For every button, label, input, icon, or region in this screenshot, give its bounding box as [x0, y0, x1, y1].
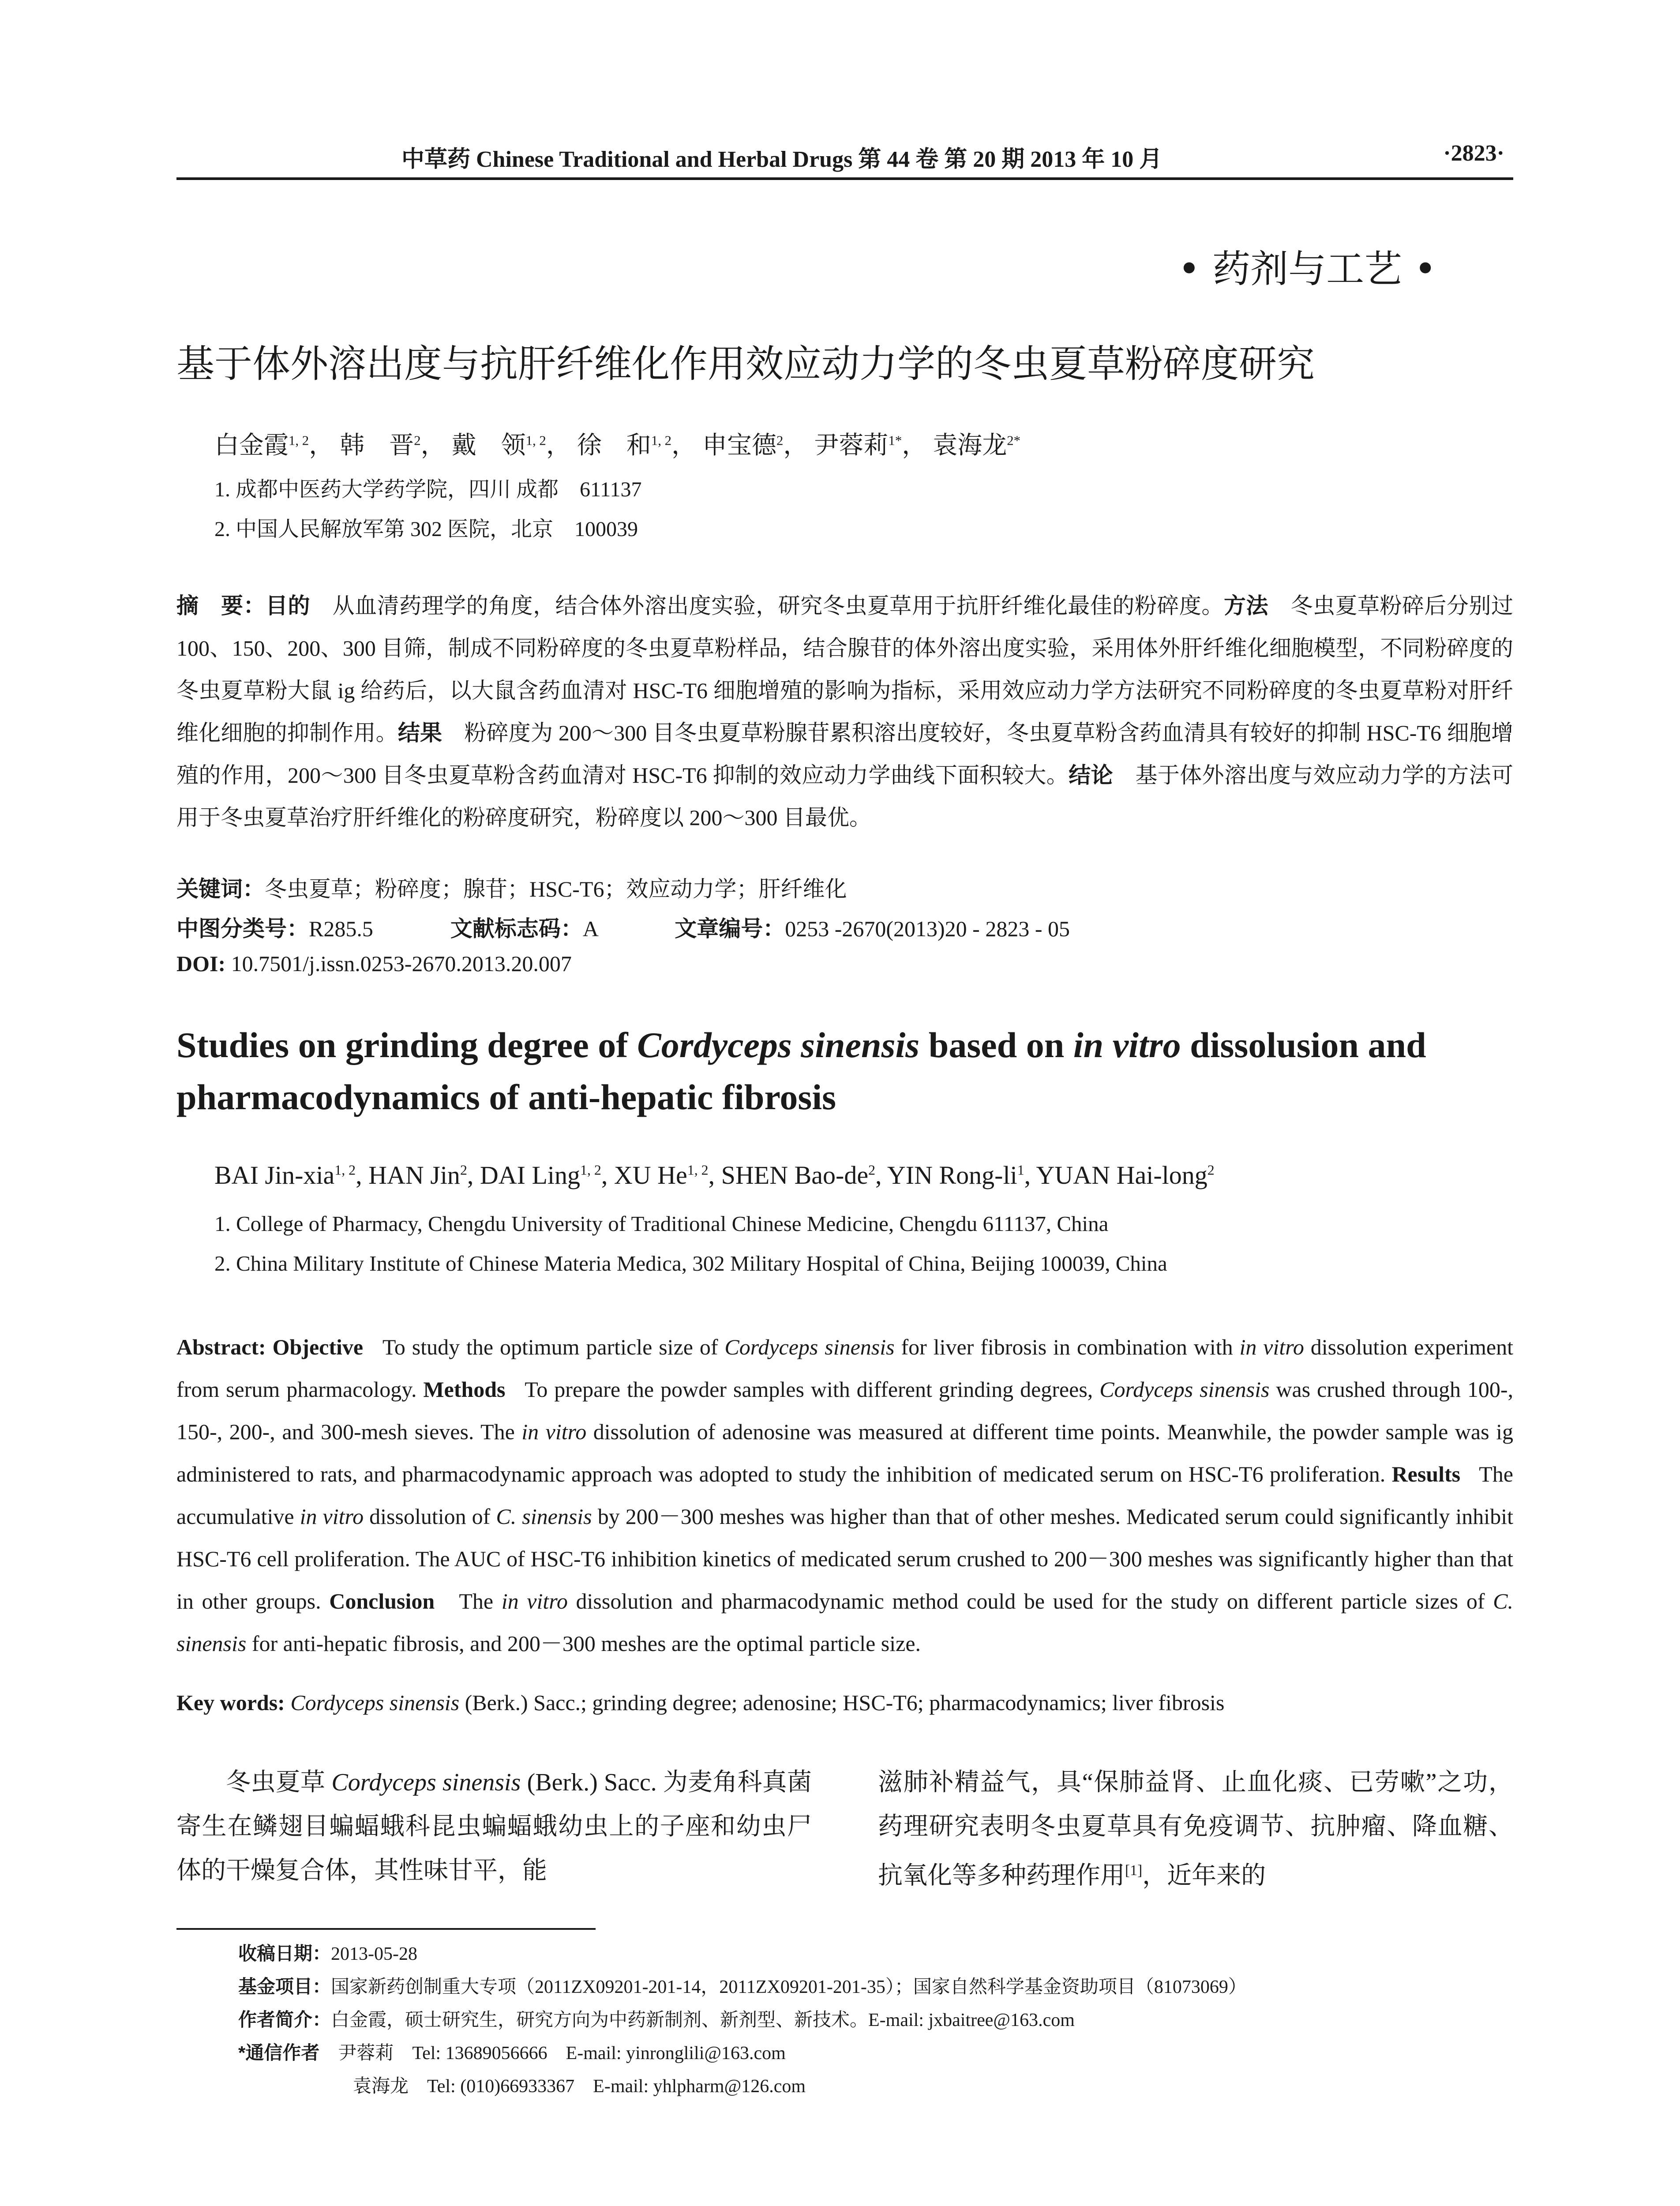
author-name: HAN Jin [368, 1161, 460, 1189]
chinese-affiliation-1: 1. 成都中医药大学药学院，四川 成都 611137 [214, 478, 642, 501]
author-name: YUAN Hai-long [1036, 1161, 1208, 1189]
objective-label: 目的 [266, 593, 311, 618]
methods-text: 冬虫夏草粉碎后分别过 100、150、200、300 目筛，制成不同粉碎度的冬虫夏草粉样品，结合腺苷的体外溶出度实验，采用体外肝纤维化细胞模型，不同粉碎度的冬虫夏草粉大鼠 ig 给药后，以大鼠含药血清对 HSC-T6 细胞增殖的影响为指标，采用效应动力学方法研究不同粉碎度的冬虫夏草粉对肝纤维化细胞的抑制作用。 [176, 593, 1514, 745]
objective-text: for liver fibrosis in combination with [894, 1335, 1240, 1359]
results-label: 结果 [398, 720, 442, 745]
english-keywords [176, 1690, 1224, 1715]
chinese-title: 基于体外溶出度与抗肝纤维化作用效应动力学的冬虫夏草粉碎度研究 [176, 342, 1315, 386]
author-bio-label: 作者简介： [238, 2009, 331, 2030]
author-affil-sup: 2 [868, 1162, 876, 1178]
author-name: 韩 晋 [340, 432, 414, 459]
author-name: YIN Rong-li [887, 1161, 1017, 1189]
english-affiliation-2: 2. China Military Institute of Chinese Materia Medica, 302 Military Hospital of China, Beijing 100039, China [214, 1251, 1167, 1276]
abstract-label: Abstract: [176, 1335, 266, 1359]
title-text: based on [919, 1025, 1073, 1065]
running-header [176, 140, 1513, 176]
keywords-label: Key words: [176, 1690, 285, 1715]
body-text: ，近年来的 [1142, 1862, 1266, 1890]
body-text: (Berk.) Sacc. 为麦角科真菌寄生在鳞翅目蝙蝠蛾科昆虫蝙蝠蛾幼虫上的子座和幼虫尸体的干燥复合体，其性味甘平，能 [176, 1769, 812, 1884]
author-affil-sup: 1, 2 [580, 1162, 601, 1178]
conclusion-label: 结论 [1069, 763, 1114, 788]
footnote-correspondence-1 [238, 2038, 786, 2065]
author-name: 戴 领 [451, 432, 526, 459]
english-abstract [176, 1326, 1513, 1665]
author-name: 徐 和 [577, 432, 651, 459]
correspondence-label: *通信作者 [238, 2042, 320, 2063]
methods-text: was crushed through 100-, 150-, 200-, and 300-mesh sieves. The [176, 1377, 1513, 1444]
author-affil-sup: 2* [1007, 433, 1021, 448]
body-text: 滋肺补精益气，具“保肺益肾、止血化痰、已劳嗽”之功，药理研究表明冬虫夏草具有免疫调节、抗肿瘤、降血糖、抗氧化等多种药理作用 [878, 1769, 1513, 1890]
doc-code-label: 文献标志码： [450, 916, 583, 941]
in-vitro-term: in vitro [1239, 1335, 1304, 1359]
author-affil-sup: 1, 2 [651, 433, 672, 448]
footnote-fund [238, 1972, 1247, 1999]
objective-text: 从血清药理学的角度，结合体外溶出度实验，研究冬虫夏草用于抗肝纤维化最佳的粉碎度。 [332, 593, 1224, 618]
conclusion-text: 基于体外溶出度与效应动力学的方法可用于冬虫夏草治疗肝纤维化的粉碎度研究，粉碎度以 200～300 目最优。 [176, 763, 1514, 830]
chinese-affiliation-2: 2. 中国人民解放军第 302 医院，北京 100039 [214, 518, 638, 541]
author-name: 申宝德 [702, 432, 777, 459]
conclusion-text: dissolution and pharmacodynamic method could be used for the study on different particle sizes of [567, 1589, 1493, 1613]
author-name: 白金霞 [214, 432, 289, 459]
fund-text: 国家新药创制重大专项（2011ZX09201-201-14，2011ZX09201-201-35）；国家自然科学基金资助项目（81073069） [331, 1977, 1247, 1997]
chinese-abstract [176, 585, 1513, 839]
body-column-left [176, 1760, 812, 1893]
title-species: Cordyceps sinensis [637, 1025, 920, 1065]
classification-line [176, 911, 1070, 943]
author-bio-text: 白金霞，硕士研究生，研究方向为中药新制剂、新剂型、新技术。E-mail: jxbaitree@163.com [331, 2010, 1075, 2030]
in-vitro-term: in vitro [521, 1419, 587, 1444]
species-name: C. sinensis [496, 1504, 592, 1529]
author-name: 尹蓉莉 [814, 432, 889, 459]
received-label: 收稿日期： [238, 1943, 331, 1964]
methods-text: To prepare the powder samples with different grinding degrees, [525, 1377, 1100, 1402]
in-vitro-term: in vitro [300, 1504, 364, 1529]
fund-label: 基金项目： [238, 1976, 331, 1997]
chinese-authors: 白金霞$^{1, 2}$， 韩 晋$^2$， 戴 领$^{1, 2}$， 徐 和$^{1, 2}$， 申宝德$^2$， 尹蓉莉$^{1*}$， 袁海龙$^{2*}$ [214, 432, 1021, 459]
correspondence-text: 尹蓉莉 Tel: 13689056666 E-mail: yinronglili@163.com [338, 2043, 786, 2063]
doi-value: 10.7501/j.issn.0253-2670.2013.20.007 [231, 951, 572, 976]
abstract-label: 摘 要： [176, 593, 266, 618]
author-name: DAI Ling [480, 1161, 581, 1189]
objective-text: To study the optimum particle size of [382, 1335, 725, 1359]
footnote-received [238, 1939, 417, 1966]
body-column-right [878, 1760, 1513, 1898]
keywords-text: 冬虫夏草；粉碎度；腺苷；HSC-T6；效应动力学；肝纤维化 [265, 877, 847, 901]
author-affil-sup: 1, 2 [687, 1162, 709, 1178]
results-text: 粉碎度为 200～300 目冬虫夏草粉腺苷累积溶出度较好，冬虫夏草粉含药血清具有较好的抑制 HSC-T6 细胞增殖的作用，200～300 目冬虫夏草粉含药血清对 HSC-T6 抑制的效应动力学曲线下面积较大。 [176, 720, 1514, 788]
keywords-species: Cordyceps sinensis [290, 1690, 460, 1715]
header-rule [176, 177, 1513, 180]
results-text: The accumulative [176, 1462, 1513, 1529]
conclusion-text: for anti-hepatic fibrosis, and 200－300 meshes are the optimal particle size. [246, 1631, 921, 1656]
objective-text: dissolution experiment from serum pharmacology. [176, 1335, 1513, 1402]
author-affil-sup: 2 [414, 433, 421, 448]
in-vitro-term: in vitro [501, 1589, 568, 1613]
author-name: 袁海龙 [933, 432, 1007, 459]
footnote-rule [176, 1928, 596, 1930]
keywords-label: 关键词： [176, 877, 265, 901]
article-no-label: 文章编号： [675, 916, 785, 941]
methods-label: 方法 [1223, 593, 1268, 618]
section-label: • 药剂与工艺 • [1178, 247, 1437, 291]
author-affil-sup: 2 [776, 433, 784, 448]
journal-name: 中草药 Chinese Traditional and Herbal Drugs 第 44 卷 第 20 期 2013 年 10 月 [401, 147, 1162, 172]
english-affiliation-1: 1. College of Pharmacy, Chengdu University of Traditional Chinese Medicine, Chengdu 611137, China [214, 1212, 1109, 1236]
methods-text: dissolution of adenosine was measured at different time points. Meanwhile, the powder sample was ig administered to rats, and pharmacodynamic approach was adopted to study the inhibition of medicated serum on HSC-T6 proliferation. [176, 1419, 1513, 1486]
clc-value: R285.5 [309, 916, 373, 941]
objective-label: Objective [272, 1335, 364, 1359]
species-name: Cordyceps sinensis [331, 1769, 521, 1796]
author-name: SHEN Bao-de [721, 1161, 869, 1189]
author-name: XU He [614, 1161, 687, 1189]
article-no-value: 0253 -2670(2013)20 - 2823 - 05 [785, 916, 1070, 941]
keywords-text: (Berk.) Sacc.; grinding degree; adenosine; HSC-T6; pharmacodynamics; liver fibrosis [459, 1690, 1225, 1715]
footnote-correspondence-2: 袁海龙 Tel: (010)66933367 E-mail: yhlpharm@126.com [353, 2076, 806, 2097]
doi-label: DOI: [176, 951, 226, 976]
received-date: 2013-05-28 [331, 1944, 417, 1964]
author-affil-sup: 1* [888, 433, 902, 448]
species-name: Cordyceps sinensis [724, 1335, 895, 1359]
results-label: Results [1391, 1462, 1461, 1486]
results-text: by 200－300 meshes was higher than that of other meshes. Medicated serum could significantly inhibit HSC-T6 cell proliferation. The AUC of HSC-T6 inhibition kinetics of medicated serum crushed to 200－300 meshes was significantly higher than that in other groups. [176, 1504, 1513, 1613]
english-title [176, 1019, 1513, 1123]
doi-line [176, 951, 572, 976]
author-affil-sup: 1, 2 [289, 433, 309, 448]
author-name: BAI Jin-xia [214, 1161, 335, 1189]
species-name: Cordyceps sinensis [1099, 1377, 1270, 1402]
title-in-vitro: in vitro [1073, 1025, 1181, 1065]
doc-code-value: A [582, 916, 598, 941]
chinese-keywords [176, 871, 847, 903]
author-affil-sup: 2 [1207, 1162, 1215, 1178]
results-text: dissolution of [364, 1504, 496, 1529]
english-authors: BAI Jin-xia$^{1, 2}$, HAN Jin$^2$, DAI Ling$^{1, 2}$, XU He$^{1, 2}$, SHEN Bao-$de^2$, YIN Rong-$li^1$, YUAN Hai-long$^2$ [214, 1161, 1215, 1189]
species-name: C. sinensis [176, 1589, 1513, 1656]
citation-ref: [1] [1125, 1862, 1143, 1879]
author-affil-sup: 2 [460, 1162, 467, 1178]
title-text: dissolusion and pharmacodynamics of anti-hepatic fibrosis [176, 1025, 1426, 1117]
author-affil-sup: 1 [1017, 1162, 1024, 1178]
body-text: 冬虫夏草 [226, 1769, 332, 1796]
page-number: ·2823· [1443, 141, 1504, 166]
title-text: Studies on grinding degree of [176, 1025, 638, 1065]
conclusion-label: Conclusion [329, 1589, 435, 1613]
author-affil-sup: 1, 2 [334, 1162, 356, 1178]
author-affil-sup: 1, 2 [525, 433, 546, 448]
footnote-author [238, 2005, 1075, 2032]
conclusion-text: The [459, 1589, 502, 1613]
methods-label: Methods [423, 1377, 506, 1402]
clc-label: 中图分类号： [176, 916, 309, 941]
